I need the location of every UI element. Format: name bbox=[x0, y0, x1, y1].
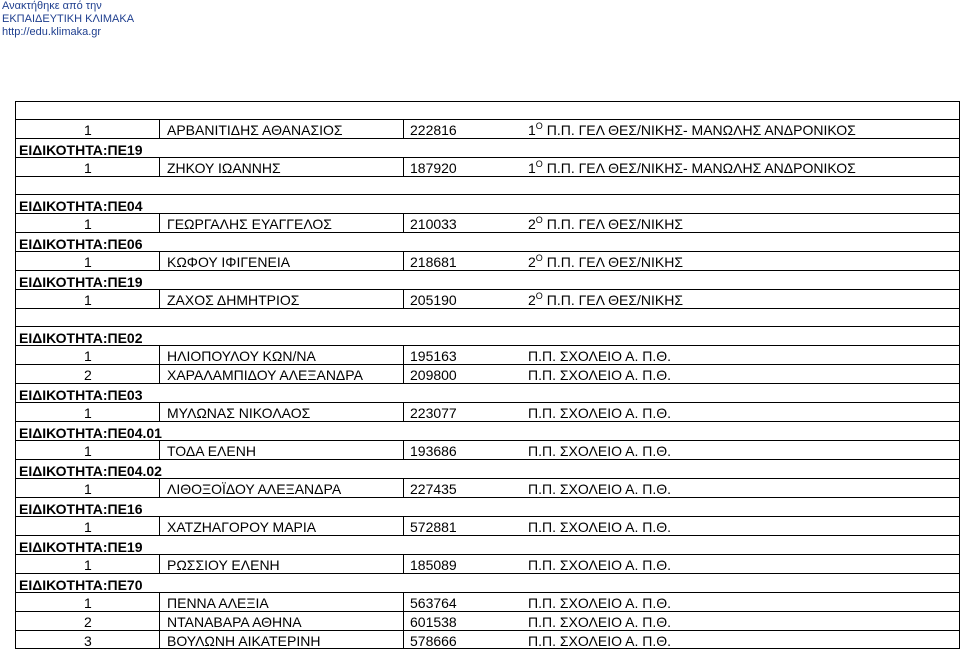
teacher-name: ΧΑΤΖΗΑΓΟΡΟΥ ΜΑΡΙΑ bbox=[159, 517, 403, 535]
specialty-header-row bbox=[15, 535, 960, 554]
row-number: 1 bbox=[84, 595, 92, 611]
teacher-name: ΑΡΒΑΝΙΤΙΔΗΣ ΑΘΑΝΑΣΙΟΣ bbox=[159, 120, 403, 138]
school-name bbox=[523, 593, 959, 611]
school-name bbox=[523, 346, 959, 364]
specialty-label: ΕΙΔΙΚΟΤΗΤΑ:ΠΕ02 bbox=[19, 330, 143, 346]
registry-number: 195163 bbox=[403, 346, 523, 364]
school-title: Π.Π. ΣΧΟΛΕΙΟ Α. Π.Θ. bbox=[528, 633, 672, 649]
row-number: 1 bbox=[84, 405, 92, 421]
registry-number: 227435 bbox=[403, 479, 523, 497]
specialty-label: ΕΙΔΙΚΟΤΗΤΑ:ΠΕ03 bbox=[19, 387, 143, 403]
school-title: Π.Π. ΣΧΟΛΕΙΟ Α. Π.Θ. bbox=[528, 557, 672, 573]
specialty-header-row bbox=[15, 573, 960, 592]
appointments-table bbox=[15, 101, 960, 649]
teacher-name: ΛΙΘΟΞΟΪΔΟΥ ΑΛΕΞΑΝΔΡΑ bbox=[159, 479, 403, 497]
school-name bbox=[523, 612, 959, 630]
teacher-name: ΧΑΡΑΛΑΜΠΙΔΟΥ ΑΛΕΞΑΝΔΡΑ bbox=[159, 365, 403, 383]
row-number: 1 bbox=[84, 216, 92, 232]
school-title: Π.Π. ΓΕΛ ΘΕΣ/ΝΙΚΗΣ bbox=[542, 292, 683, 308]
teacher-name: ΚΩΦΟΥ ΙΦΙΓΕΝΕΙΑ bbox=[159, 252, 403, 270]
row-number: 1 bbox=[84, 292, 92, 308]
teacher-row bbox=[15, 402, 960, 421]
school-title: Π.Π. ΣΧΟΛΕΙΟ Α. Π.Θ. bbox=[528, 595, 672, 611]
teacher-row bbox=[15, 289, 960, 308]
registry-number: 193686 bbox=[403, 441, 523, 459]
teacher-name: ΓΕΩΡΓΑΛΗΣ ΕΥΑΓΓΕΛΟΣ bbox=[159, 214, 403, 232]
source-note-line-3[interactable]: http://edu.klimaka.gr bbox=[2, 26, 102, 38]
specialty-header-row bbox=[15, 270, 960, 289]
school-ordinal: 1 bbox=[528, 122, 536, 138]
teacher-row bbox=[15, 611, 960, 630]
specialty-label: ΕΙΔΙΚΟΤΗΤΑ:ΠΕ04.01 bbox=[19, 425, 162, 441]
teacher-name: ΝΤΑΝΑΒΑΡΑ ΑΘΗΝΑ bbox=[159, 612, 403, 630]
teacher-name: ΜΥΛΩΝΑΣ ΝΙΚΟΛΑΟΣ bbox=[159, 403, 403, 421]
school-name bbox=[523, 214, 959, 232]
specialty-header-row bbox=[15, 138, 960, 157]
specialty-header-row bbox=[15, 194, 960, 213]
registry-number: 187920 bbox=[403, 158, 523, 176]
registry-number: 563764 bbox=[403, 593, 523, 611]
teacher-row bbox=[15, 157, 960, 176]
specialty-label: ΕΙΔΙΚΟΤΗΤΑ:ΠΕ06 bbox=[19, 236, 143, 252]
row-number: 1 bbox=[84, 254, 92, 270]
school-title: Π.Π. ΣΧΟΛΕΙΟ Α. Π.Θ. bbox=[528, 519, 672, 535]
teacher-name: ΡΩΣΣΙΟΥ ΕΛΕΝΗ bbox=[159, 555, 403, 573]
school-name bbox=[523, 403, 959, 421]
teacher-row bbox=[15, 251, 960, 270]
registry-number: 218681 bbox=[403, 252, 523, 270]
specialty-label: ΕΙΔΙΚΟΤΗΤΑ:ΠΕ19 bbox=[19, 142, 143, 158]
school-ordinal: 2 bbox=[528, 216, 536, 232]
school-ordinal: 2 bbox=[528, 254, 536, 270]
school-title: Π.Π. ΓΕΛ ΘΕΣ/ΝΙΚΗΣ bbox=[542, 254, 683, 270]
teacher-row bbox=[15, 592, 960, 611]
school-name bbox=[523, 120, 959, 138]
school-title: Π.Π. ΣΧΟΛΕΙΟ Α. Π.Θ. bbox=[528, 405, 672, 421]
specialty-header-row bbox=[15, 497, 960, 516]
row-number: 1 bbox=[84, 122, 92, 138]
teacher-row bbox=[15, 213, 960, 232]
ordinal-suffix: Ο bbox=[535, 215, 543, 225]
school-title: Π.Π. ΣΧΟΛΕΙΟ Α. Π.Θ. bbox=[528, 481, 672, 497]
registry-number: 209800 bbox=[403, 365, 523, 383]
ordinal-suffix: Ο bbox=[535, 121, 543, 131]
school-title: Π.Π. ΣΧΟΛΕΙΟ Α. Π.Θ. bbox=[528, 614, 672, 630]
specialty-header-row bbox=[15, 232, 960, 251]
ordinal-suffix: Ο bbox=[535, 159, 543, 169]
row-number: 1 bbox=[84, 557, 92, 573]
teacher-row bbox=[15, 554, 960, 573]
school-name bbox=[523, 517, 959, 535]
specialty-label: ΕΙΔΙΚΟΤΗΤΑ:ΠΕ19 bbox=[19, 539, 143, 555]
school-title: Π.Π. ΓΕΛ ΘΕΣ/ΝΙΚΗΣ- ΜΑΝΩΛΗΣ ΑΝΔΡΟΝΙΚΟΣ bbox=[542, 122, 856, 138]
source-note-line-2: ΕΚΠΑΙΔΕΥΤΙΚΗ ΚΛΙΜΑΚΑ bbox=[2, 13, 135, 25]
registry-number: 210033 bbox=[403, 214, 523, 232]
school-title: Π.Π. ΓΕΛ ΘΕΣ/ΝΙΚΗΣ bbox=[542, 216, 683, 232]
school-name bbox=[523, 441, 959, 459]
source-note bbox=[2, 0, 134, 39]
blank-row bbox=[15, 176, 960, 194]
school-title: Π.Π. ΣΧΟΛΕΙΟ Α. Π.Θ. bbox=[528, 367, 672, 383]
school-title: Π.Π. ΣΧΟΛΕΙΟ Α. Π.Θ. bbox=[528, 443, 672, 459]
row-number: 2 bbox=[84, 367, 92, 383]
school-ordinal: 2 bbox=[528, 292, 536, 308]
teacher-name: ΖΑΧΟΣ ΔΗΜΗΤΡΙΟΣ bbox=[159, 290, 403, 308]
specialty-header-row bbox=[15, 459, 960, 478]
row-number: 2 bbox=[84, 614, 92, 630]
teacher-name: ΒΟΥΛΩΝΗ ΑΙΚΑΤΕΡΙΝΗ bbox=[159, 631, 403, 648]
school-name bbox=[523, 555, 959, 573]
school-name bbox=[523, 631, 959, 648]
row-number: 1 bbox=[84, 519, 92, 535]
teacher-row bbox=[15, 630, 960, 649]
school-title: Π.Π. ΣΧΟΛΕΙΟ Α. Π.Θ. bbox=[528, 348, 672, 364]
row-number: 1 bbox=[84, 348, 92, 364]
registry-number: 222816 bbox=[403, 120, 523, 138]
row-number: 1 bbox=[84, 160, 92, 176]
school-name bbox=[523, 290, 959, 308]
row-number: 1 bbox=[84, 443, 92, 459]
registry-number: 572881 bbox=[403, 517, 523, 535]
specialty-header-row bbox=[15, 421, 960, 440]
teacher-name: ΠΕΝΝΑ ΑΛΕΞΙΑ bbox=[159, 593, 403, 611]
teacher-name: ΤΟΔΑ ΕΛΕΝΗ bbox=[159, 441, 403, 459]
specialty-label: ΕΙΔΙΚΟΤΗΤΑ:ΠΕ19 bbox=[19, 274, 143, 290]
row-number: 3 bbox=[84, 633, 92, 649]
teacher-name: ΗΛΙΟΠΟΥΛΟΥ ΚΩΝ/ΝΑ bbox=[159, 346, 403, 364]
school-name bbox=[523, 479, 959, 497]
registry-number: 601538 bbox=[403, 612, 523, 630]
blank-row bbox=[15, 308, 960, 326]
specialty-label: ΕΙΔΙΚΟΤΗΤΑ:ΠΕ70 bbox=[19, 577, 143, 593]
teacher-row bbox=[15, 440, 960, 459]
specialty-label: ΕΙΔΙΚΟΤΗΤΑ:ΠΕ16 bbox=[19, 501, 143, 517]
teacher-row bbox=[15, 119, 960, 138]
school-name bbox=[523, 158, 959, 176]
specialty-label: ΕΙΔΙΚΟΤΗΤΑ:ΠΕ04 bbox=[19, 198, 143, 214]
source-note-line-1: Ανακτήθηκε από την bbox=[2, 0, 102, 12]
ordinal-suffix: Ο bbox=[535, 291, 543, 301]
row-number: 1 bbox=[84, 481, 92, 497]
school-ordinal: 1 bbox=[528, 160, 536, 176]
teacher-name: ΖΗΚΟΥ ΙΩΑΝΝΗΣ bbox=[159, 158, 403, 176]
teacher-row bbox=[15, 516, 960, 535]
school-name bbox=[523, 252, 959, 270]
blank-row bbox=[15, 101, 960, 119]
specialty-header-row bbox=[15, 383, 960, 402]
registry-number: 578666 bbox=[403, 631, 523, 648]
teacher-row bbox=[15, 345, 960, 364]
specialty-label: ΕΙΔΙΚΟΤΗΤΑ:ΠΕ04.02 bbox=[19, 463, 162, 479]
teacher-row bbox=[15, 478, 960, 497]
registry-number: 185089 bbox=[403, 555, 523, 573]
school-name bbox=[523, 365, 959, 383]
ordinal-suffix: Ο bbox=[535, 253, 543, 263]
registry-number: 223077 bbox=[403, 403, 523, 421]
registry-number: 205190 bbox=[403, 290, 523, 308]
teacher-row bbox=[15, 364, 960, 383]
school-title: Π.Π. ΓΕΛ ΘΕΣ/ΝΙΚΗΣ- ΜΑΝΩΛΗΣ ΑΝΔΡΟΝΙΚΟΣ bbox=[542, 160, 856, 176]
specialty-header-row bbox=[15, 326, 960, 345]
